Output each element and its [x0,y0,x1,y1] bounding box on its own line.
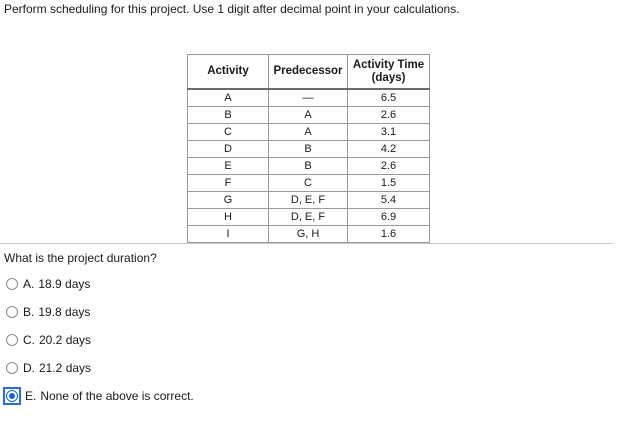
cell-predecessor: B [269,158,348,175]
option-text: 18.9 days [38,277,91,291]
cell-activity: D [188,141,269,158]
header-time-line1: Activity Time [352,58,425,71]
cell-time: 2.6 [348,158,430,175]
cell-predecessor: D, E, F [269,209,348,226]
cell-time: 2.6 [348,107,430,124]
cell-activity: B [188,107,269,124]
cell-time: 5.4 [348,192,430,209]
option-a[interactable] [6,275,90,293]
cell-activity: E [188,158,269,175]
cell-predecessor: B [269,141,348,158]
cell-time: 4.2 [348,141,430,158]
header-activity: Activity [188,55,269,90]
cell-predecessor: A [269,124,348,141]
option-text: 20.2 days [39,333,92,347]
option-letter: E. [25,389,37,403]
header-time-line2: (days) [371,71,406,84]
radio-icon[interactable] [6,362,18,374]
option-c[interactable] [6,331,91,349]
cell-activity: A [188,89,269,107]
cell-predecessor: D, E, F [269,192,348,209]
table-row [188,226,430,243]
option-letter: D. [23,361,35,375]
table-row [188,209,430,226]
table-row [188,107,430,124]
table-header-row [188,55,430,90]
cell-time: 1.5 [348,175,430,192]
cell-activity: G [188,192,269,209]
cell-predecessor: A [269,107,348,124]
cell-time: 6.9 [348,209,430,226]
table-row [188,192,430,209]
cell-time: 3.1 [348,124,430,141]
cell-activity: C [188,124,269,141]
cell-predecessor: C [269,175,348,192]
cell-time: 6.5 [348,89,430,107]
question-text: What is the project duration? [4,251,157,265]
section-divider [0,243,613,244]
option-letter: B. [23,305,35,319]
option-letter: A. [23,277,35,291]
radio-icon[interactable] [6,334,18,346]
cell-time: 1.6 [348,226,430,243]
cell-predecessor: G, H [269,226,348,243]
option-text: None of the above is correct. [40,389,194,403]
option-b[interactable] [6,303,90,321]
table-row [188,141,430,158]
option-text: 21.2 days [39,361,92,375]
instruction-text: Perform scheduling for this project. Use 1 digit after decimal point in your calculations. [4,2,460,16]
cell-activity: I [188,226,269,243]
table-row [188,158,430,175]
table-row [188,124,430,141]
radio-icon[interactable] [6,306,18,318]
cell-activity: H [188,209,269,226]
option-d[interactable] [6,359,91,377]
option-letter: C. [23,333,35,347]
cell-activity: F [188,175,269,192]
option-text: 19.8 days [38,305,91,319]
table-row [188,89,430,107]
header-activity-time [348,55,430,90]
option-e[interactable] [6,387,194,405]
activity-table [187,54,430,243]
table-row [188,175,430,192]
header-predecessor: Predecessor [269,55,348,90]
radio-icon[interactable] [6,278,18,290]
radio-checked-icon[interactable] [6,390,18,402]
cell-predecessor: — [269,89,348,107]
selected-option-highlight[interactable] [3,387,21,405]
